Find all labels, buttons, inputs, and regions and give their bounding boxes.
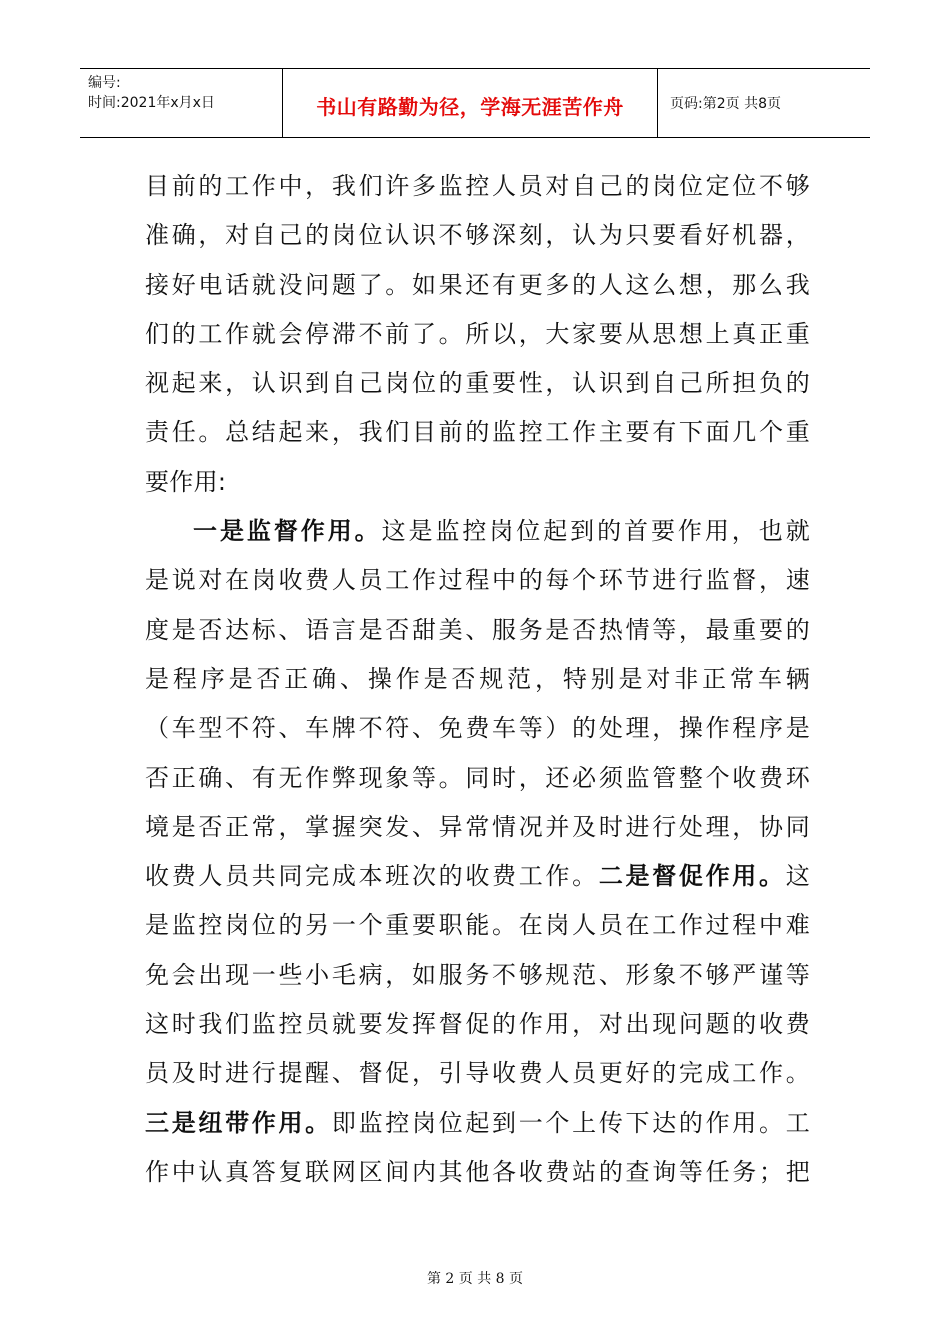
text-line: 接好电话就没问题了。如果还有更多的人这么想，那么我 <box>145 270 810 299</box>
body-text <box>145 162 810 1197</box>
text-line: 们的工作就会停滞不前了。所以，大家要从思想上真正重 <box>145 319 810 348</box>
text-line: 是说对在岗收费人员工作过程中的每个环节进行监督，速 <box>145 566 810 595</box>
text-line: 是监控岗位的另一个重要职能。在岗人员在工作过程中难 <box>145 911 810 940</box>
bold-heading: 三是纽带作用。 <box>145 1108 332 1137</box>
text-line: 三是纽带作用。即监控岗位起到一个上传下达的作用。工 <box>145 1108 810 1137</box>
text-line: 是程序是否正确、操作是否规范，特别是对非正常车辆 <box>145 664 810 693</box>
text-line: 这时我们监控员就要发挥督促的作用，对出现问题的收费 <box>145 1010 810 1039</box>
header-page-cell <box>658 69 870 137</box>
text-line: 准确，对自己的岗位认识不够深刻，认为只要看好机器， <box>145 221 810 250</box>
text-line: 目前的工作中，我们许多监控人员对自己的岗位定位不够 <box>145 172 810 200</box>
header-motto-cell <box>283 69 658 137</box>
text-line: （车型不符、车牌不符、免费车等）的处理，操作程序是 <box>145 714 810 743</box>
number-label: 编号: <box>88 75 121 91</box>
text-line: 员及时进行提醒、督促，引导收费人员更好的完成工作。 <box>145 1059 810 1088</box>
header-page-info: 页码:第2页 共8页 <box>670 96 781 112</box>
text-line: 作中认真答复联网区间内其他各收费站的查询等任务；把 <box>145 1157 810 1186</box>
text-line: 一是监督作用。这是监控岗位起到的首要作用，也就 <box>193 517 810 546</box>
text-line: 责任。总结起来，我们目前的监控工作主要有下面几个重 <box>145 418 810 447</box>
text-line: 度是否达标、语言是否甜美、服务是否热情等，最重要的 <box>145 615 810 644</box>
text-line: 视起来，认识到自己岗位的重要性，认识到自己所担负的 <box>145 369 810 398</box>
text-line: 否正确、有无作弊现象等。同时，还必须监管整个收费环 <box>145 763 810 792</box>
text-line: 要作用: <box>145 467 227 496</box>
header-meta-cell <box>80 69 283 137</box>
bold-heading: 一是监督作用。 <box>193 517 382 546</box>
motto-text: 书山有路勤为径，学海无涯苦作舟 <box>316 95 624 119</box>
document-header <box>80 68 870 138</box>
text-line: 免会出现一些小毛病，如服务不够规范、形象不够严谨等 <box>145 960 810 989</box>
bold-heading: 二是督促作用。 <box>598 862 786 891</box>
date-label: 时间:2021年x月x日 <box>88 95 215 111</box>
text-line: 收费人员共同完成本班次的收费工作。二是督促作用。这 <box>145 862 810 891</box>
page-footer: 第 2 页 共 8 页 <box>426 1271 524 1287</box>
text-line: 境是否正常，掌握突发、异常情况并及时进行处理，协同 <box>145 812 810 841</box>
